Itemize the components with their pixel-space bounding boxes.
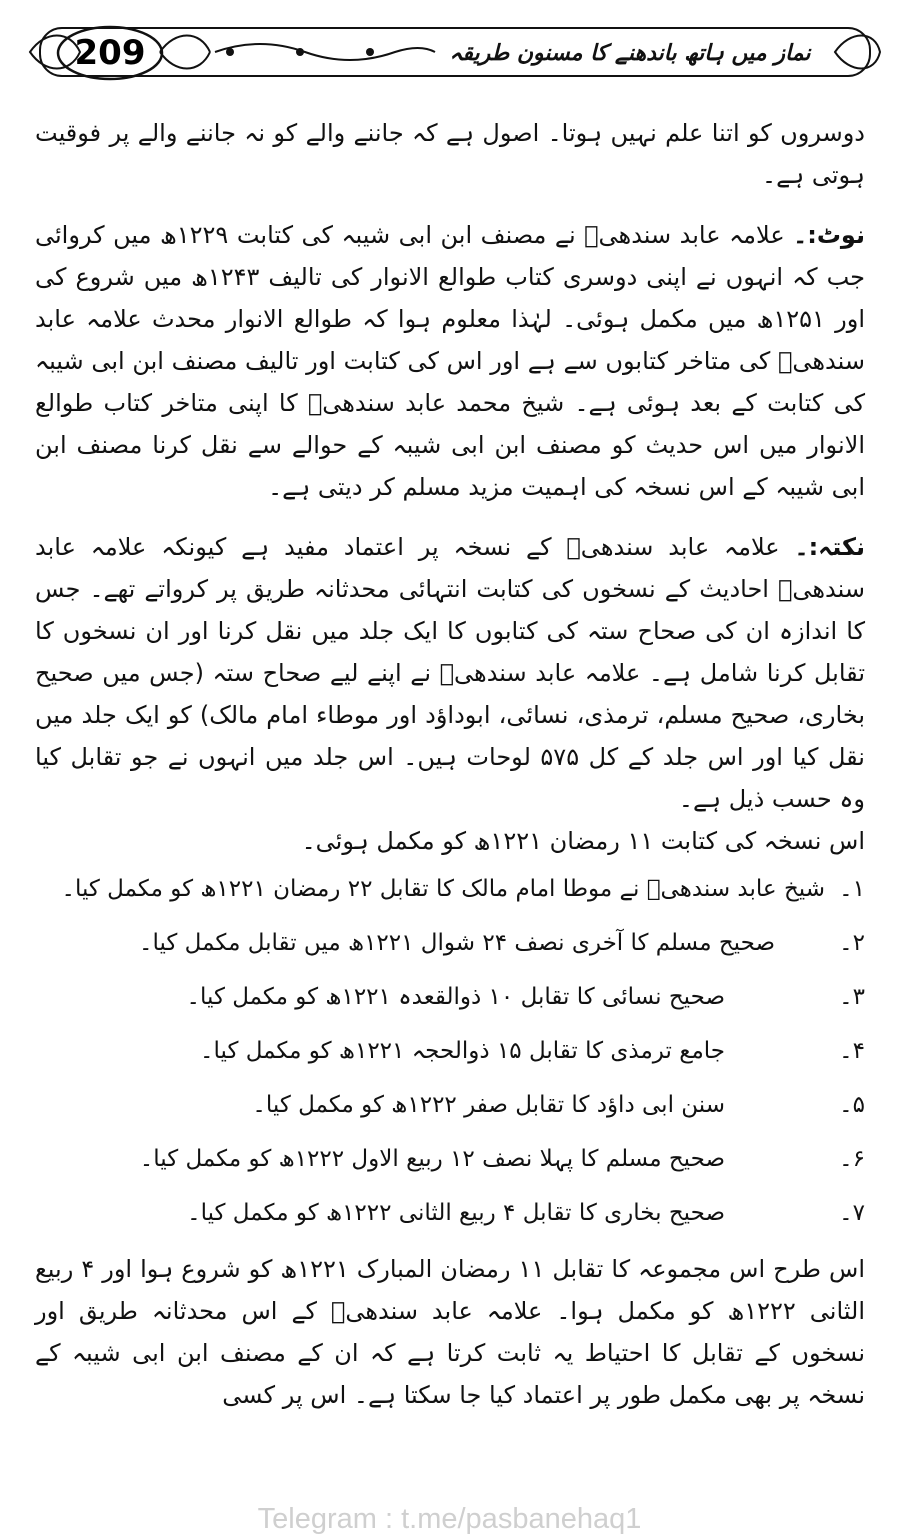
list-item-text: شیخ عابد سندھیؒ نے موطا امام مالک کا تقابل ۲۲ رمضان ۱۲۲۱ھ کو مکمل کیا۔ <box>61 876 825 902</box>
telegram-watermark: Telegram : t.me/pasbanehaq1 <box>257 1503 642 1535</box>
list-item-text: سنن ابی داؤد کا تقابل صفر ۱۲۲۲ھ کو مکمل کیا۔ <box>252 1092 725 1118</box>
paragraph-note <box>35 214 865 508</box>
point-label: نکتہ:۔ <box>794 533 865 561</box>
paragraph-closing <box>35 1248 865 1416</box>
paragraph-text: علامہ عابد سندھیؒ کے نسخہ پر اعتماد مفید ہے کیونکہ علامہ عابد سندھیؒ احادیث کے نسخوں کی کتابت انتہائی محدثانہ طریق پر کرواتے تھے۔ جس کا اندازہ ان کی صحاح ستہ کی کتابوں کا ایک جلد میں نقل کرنا اور ان نسخوں کا تقابل کرنا شامل ہے۔ علامہ عابد سندھیؒ نے اپنے لیے صحاح ستہ (جس میں صحیح بخاری، صحیح مسلم، ترمذی، نسائی، ابوداؤد اور موطاء امام مالک) کو ایک جلد میں نقل کیا اور اس جلد کے کل ۵۷۵ لوحات ہیں۔ اس جلد میں انہوں نے جو تقابل کیا وہ حسب ذیل ہے۔ <box>35 533 865 813</box>
list-item-number: ۴۔ <box>839 1038 865 1064</box>
paragraph-intro <box>35 112 865 196</box>
list-item-text: صحیح مسلم کا آخری نصف ۲۴ شوال ۱۲۲۱ھ میں تقابل مکمل کیا۔ <box>139 930 775 956</box>
note-label: نوٹ:۔ <box>793 221 865 249</box>
paragraph-point <box>35 526 865 820</box>
list-item-text: جامع ترمذی کا تقابل ۱۵ ذوالحجہ ۱۲۲۱ھ کو مکمل کیا۔ <box>200 1038 725 1064</box>
paragraph-text: اس طرح اس مجموعہ کا تقابل ۱۱ رمضان المبارک ۱۲۲۱ھ کو شروع ہوا اور ۴ ربیع الثانی ۱۲۲۲ھ کو مکمل ہوا۔ علامہ عابد سندھیؒ کے اس محدثانہ طریق اور نسخوں کے تقابل کا احتیاط یہ ثابت کرتا ہے کہ ان کے مصنف ابن ابی شیبہ کے نسخہ پر بھی مکمل طور پر اعتماد کیا جا سکتا ہے۔ اس پر کسی <box>35 1255 866 1409</box>
list-item-number: ۲۔ <box>839 930 865 956</box>
list-item <box>35 1186 865 1240</box>
list-item <box>35 1024 865 1078</box>
page-number: 209 <box>74 33 146 73</box>
list-item-number: ۱۔ <box>839 876 865 902</box>
page-header <box>0 0 899 90</box>
list-item <box>35 970 865 1024</box>
list-item-text: صحیح نسائی کا تقابل ۱۰ ذوالقعدہ ۱۲۲۱ھ کو مکمل کیا۔ <box>186 984 725 1010</box>
comparison-list <box>35 862 865 1240</box>
list-item-text: صحیح بخاری کا تقابل ۴ ربیع الثانی ۱۲۲۲ھ کو مکمل کیا۔ <box>187 1200 725 1226</box>
page-body <box>35 112 865 1434</box>
paragraph-text: علامہ عابد سندھیؒ نے مصنف ابن ابی شیبہ کی کتابت ۱۲۲۹ھ میں کروائی جب کہ انہوں نے اپنی دوسری کتاب طوالع الانوار کی تالیف ۱۲۴۳ھ میں شروع کی اور ۱۲۵۱ھ میں مکمل ہوئی۔ لہٰذا معلوم ہوا کہ طوالع الانوار محدث علامہ عابد سندھیؒ کی متاخر کتابوں سے ہے اور اس کی کتابت اور تالیف مصنف ابن ابی شیبہ کی کتابت کے بعد ہوئی ہے۔ شیخ محمد عابد سندھیؒ کا اپنی متاخر کتاب طوالع الانوار میں اس حدیث کو مصنف ابن ابی شیبہ کے حوالے سے نقل کرنا مصنف ابن ابی شیبہ کے اس نسخہ کی اہمیت مزید مسلم کر دیتی ہے۔ <box>35 221 866 501</box>
list-item-text: صحیح مسلم کا پہلا نصف ۱۲ ربیع الاول ۱۲۲۲ھ کو مکمل کیا۔ <box>139 1146 725 1172</box>
list-item <box>35 1132 865 1186</box>
list-item <box>35 916 865 970</box>
list-item <box>35 862 865 916</box>
running-title: نماز میں ہاتھ باندھنے کا مسنون طریقہ <box>449 41 811 66</box>
list-item-number: ۳۔ <box>839 984 865 1010</box>
list-item-number: ۶۔ <box>839 1146 865 1172</box>
list-item <box>35 1078 865 1132</box>
paragraph-text: دوسروں کو اتنا علم نہیں ہوتا۔ اصول ہے کہ جاننے والے کو نہ جاننے والے پر فوقیت ہوتی ہے۔ <box>35 119 865 189</box>
list-item-number: ۷۔ <box>839 1200 865 1226</box>
paragraph-text: اس نسخہ کی کتابت ۱۱ رمضان ۱۲۲۱ھ کو مکمل ہوئی۔ <box>301 827 865 855</box>
paragraph-completion <box>35 820 865 862</box>
list-item-number: ۵۔ <box>839 1092 865 1118</box>
